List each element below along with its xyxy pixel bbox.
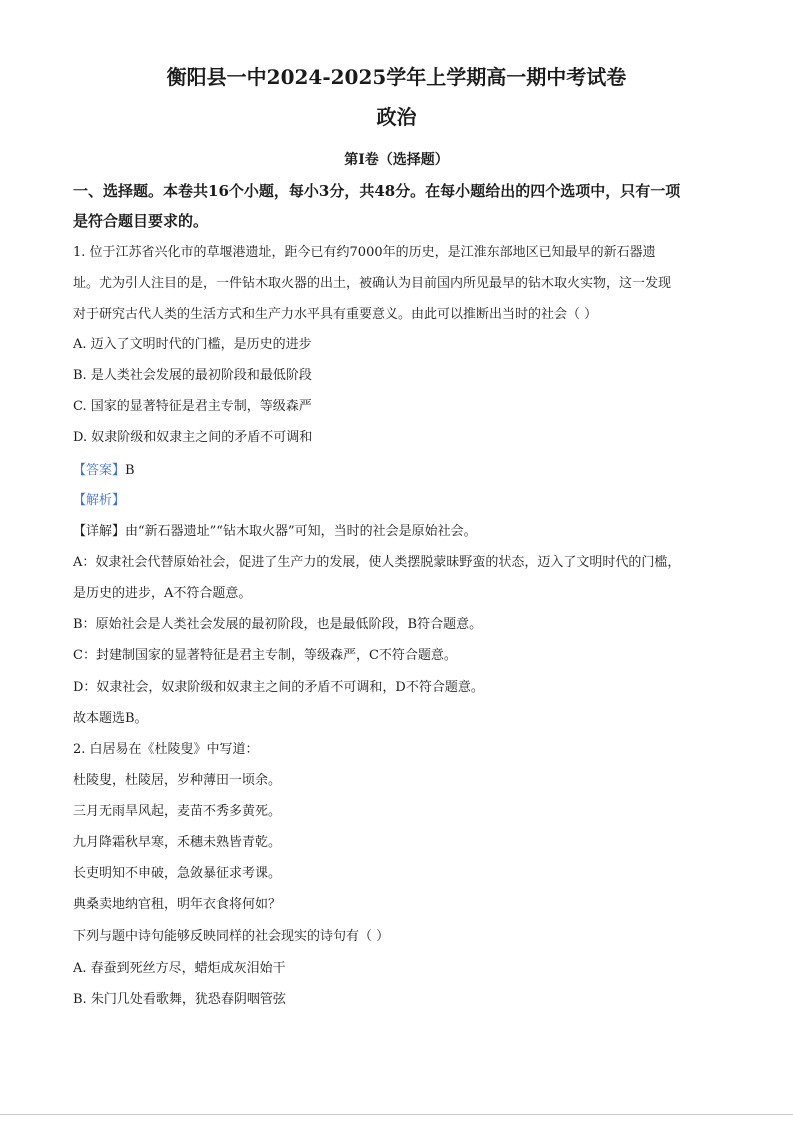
poem-line: 典桑卖地纳官租，明年衣食将何如？	[73, 897, 282, 912]
q1-answer	[73, 462, 721, 480]
q1-conclusion: 故本题选B。	[73, 711, 148, 726]
poem-line: 长吏明知不申破，急敛暴征求考课。	[73, 866, 282, 881]
detail-text: 由“新石器遗址”“钻木取火器”可知，当时的社会是原始社会。	[125, 524, 477, 539]
poem-line: 九月降霜秋早寒，禾穗未熟皆青乾。	[73, 835, 282, 850]
q1-explanation-b: B：原始社会是人类社会发展的最初阶段，也是最低阶段，B符合题意。	[73, 617, 483, 632]
answer-value: B	[125, 463, 135, 478]
page-bottom-divider	[0, 1114, 793, 1115]
poem-line: 三月无雨旱风起，麦苗不秀多黄死。	[73, 804, 282, 819]
q2-stem: 2. 白居易在《杜陵叟》中写道：	[73, 742, 259, 757]
q1-stem-line-3: 对于研究古代人类的生活方式和生产力水平具有重要意义。由此可以推断出当时的社会（ ）	[73, 307, 598, 322]
poem-line: 杜陵叟，杜陵居，岁种薄田一顷余。	[73, 773, 282, 788]
q1-option-a: A. 迈入了文明时代的门槛，是历史的进步	[73, 337, 312, 352]
q1-detail	[73, 523, 721, 541]
analysis-label: 【解析】	[73, 493, 126, 508]
exam-title: 衡阳县一中2024-2025学年上学期高一期中考试卷	[166, 65, 627, 89]
q1-stem-line-2: 址。尤为引人注目的是，一件钻木取火器的出土，被确认为目前国内所见最早的钻木取火实物，这一发现	[73, 276, 672, 291]
q1-option-d: D. 奴隶阶级和奴隶主之间的矛盾不可调和	[73, 430, 313, 445]
answer-label: 【答案】	[73, 463, 126, 478]
part-heading: 第Ⅰ卷（选择题）	[344, 152, 449, 168]
q1-explanation-d: D：奴隶社会，奴隶阶级和奴隶主之间的矛盾不可调和，D不符合题意。	[73, 680, 484, 695]
section-instruction-line-2: 是符合题目要求的。	[73, 212, 209, 230]
q2-option-b: B. 朱门几处看歌舞，犹恐春阴咽管弦	[73, 992, 286, 1007]
subject-title: 政治	[376, 105, 417, 129]
q1-option-c: C. 国家的显著特征是君主专制，等级森严	[73, 399, 312, 414]
q1-explanation-a-line-2: 是历史的进步，A不符合题意。	[73, 586, 252, 601]
section-instruction-line-1: 一、选择题。本卷共16个小题，每小3分，共48分。在每小题给出的四个选项中，只有一项	[73, 182, 681, 200]
q1-stem-line-1: 1. 位于江苏省兴化市的草堰港遗址，距今已有约7000年的历史，是江淮东部地区已知最早的新石器遗	[73, 245, 656, 260]
q1-option-b: B. 是人类社会发展的最初阶段和最低阶段	[73, 368, 312, 383]
q2-question: 下列与题中诗句能够反映同样的社会现实的诗句有（ ）	[73, 929, 390, 944]
q2-option-a: A. 春蚕到死丝方尽，蜡炬成灰泪始干	[73, 961, 286, 976]
q1-explanation-c: C：封建制国家的显著特征是君主专制，等级森严，C不符合题意。	[73, 648, 457, 663]
q1-explanation-a-line-1: A：奴隶社会代替原始社会，促进了生产力的发展，使人类摆脱蒙昧野蛮的状态，迈入了文明时代的门槛，	[73, 555, 681, 570]
detail-label: 【详解】	[73, 524, 126, 539]
